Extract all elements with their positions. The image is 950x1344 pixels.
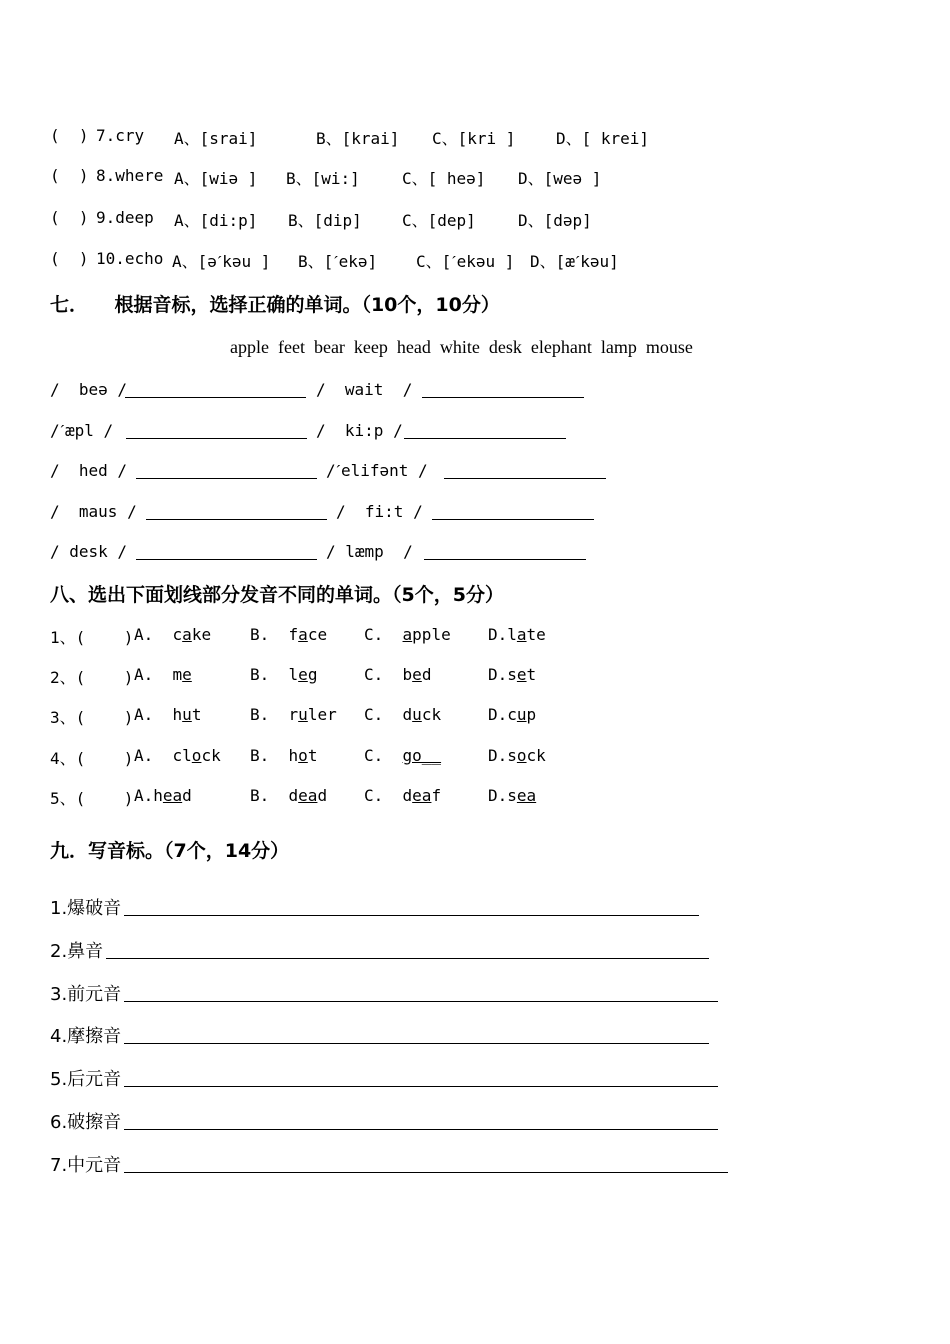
phonetic-right-3: /ˊelifənt / <box>326 461 428 480</box>
answer-blank[interactable] <box>146 519 327 520</box>
phonetic-left-4: / maus / <box>50 502 137 521</box>
answer-blank[interactable] <box>424 559 586 560</box>
q10-paren: ( ) <box>50 249 89 268</box>
write-item-5: 5.后元音 <box>50 1069 122 1090</box>
q5-option-a: A.head <box>134 786 192 805</box>
q4-option-c: C. go__ <box>364 746 442 765</box>
section8-title: 八、选出下面划线部分发音不同的单词。（5个，5分） <box>50 584 504 606</box>
q9-option-a: A、[di:p] <box>174 211 258 230</box>
write-item-4: 4.摩擦音 <box>50 1026 122 1047</box>
q10-option-b: B、[ˊekə] <box>298 252 378 271</box>
q2-option-c: C. bed <box>364 665 432 684</box>
q7-option-a: A、[srai] <box>174 129 258 148</box>
q2-option-b: B. leg <box>250 665 318 684</box>
answer-blank[interactable] <box>125 397 306 398</box>
phonetic-right-1: / wait / <box>316 380 413 399</box>
phonetic-left-3: / hed / <box>50 461 128 480</box>
q3-number: 3、( ) <box>50 708 134 727</box>
q9-option-d: D、[dəp] <box>518 211 592 230</box>
q8-option-b: B、[wi:] <box>286 169 360 188</box>
q5-option-d: D.sea <box>488 786 537 805</box>
answer-blank[interactable] <box>136 559 317 560</box>
q4-number: 4、( ) <box>50 749 134 768</box>
write-line-6[interactable] <box>124 1129 718 1130</box>
q5-option-c: C. deaf <box>364 786 442 805</box>
q8-option-c: C、[ heə] <box>402 169 486 188</box>
phonetic-left-1: / beə / <box>50 380 128 399</box>
q8-option-a: A、[wiə ] <box>174 169 258 188</box>
q10-option-d: D、[æˊkəu] <box>530 252 619 271</box>
q1-option-a: A. cake <box>134 625 212 644</box>
answer-blank[interactable] <box>404 438 566 439</box>
q3-option-b: B. ruler <box>250 705 337 724</box>
answer-blank[interactable] <box>444 478 606 479</box>
q7-option-d: D、[ krei] <box>556 129 650 148</box>
q2-option-a: A. me <box>134 665 192 684</box>
section9-title: 九．写音标。（7个，14分） <box>50 840 290 862</box>
phonetic-right-5: / læmp / <box>326 542 413 561</box>
write-line-2[interactable] <box>106 958 709 959</box>
q8-paren: ( ) <box>50 166 89 185</box>
q4-option-a: A. clock <box>134 746 221 765</box>
q1-option-c: C. apple <box>364 625 451 644</box>
q7-option-c: C、[kri ] <box>432 129 516 148</box>
phonetic-left-2: /ˊæpl / <box>50 421 114 440</box>
answer-blank[interactable] <box>422 397 584 398</box>
write-line-4[interactable] <box>124 1043 709 1044</box>
q5-option-b: B. dead <box>250 786 328 805</box>
q10-option-c: C、[ˊekəu ] <box>416 252 515 271</box>
write-line-5[interactable] <box>124 1086 718 1087</box>
q9-option-c: C、[dep] <box>402 211 476 230</box>
q2-number: 2、( ) <box>50 668 134 687</box>
q7-paren: ( ) <box>50 126 89 145</box>
phonetic-left-5: / desk / <box>50 542 128 561</box>
q10-stem: 10.echo <box>96 249 164 268</box>
q3-option-d: D.cup <box>488 705 537 724</box>
q9-stem: 9.deep <box>96 208 154 227</box>
write-item-1: 1.爆破音 <box>50 898 122 919</box>
write-line-1[interactable] <box>124 915 699 916</box>
write-line-3[interactable] <box>124 1001 718 1002</box>
write-line-7[interactable] <box>124 1172 728 1173</box>
answer-blank[interactable] <box>136 478 317 479</box>
q7-stem: 7.cry <box>96 126 145 145</box>
write-item-7: 7.中元音 <box>50 1155 122 1176</box>
q8-stem: 8.where <box>96 166 164 185</box>
q3-option-c: C. duck <box>364 705 442 724</box>
q10-option-a: A、[əˊkəu ] <box>172 252 271 271</box>
q1-option-b: B. face <box>250 625 328 644</box>
write-item-2: 2.鼻音 <box>50 941 104 962</box>
q9-option-b: B、[dip] <box>288 211 362 230</box>
answer-blank[interactable] <box>126 438 307 439</box>
q8-option-d: D、[weə ] <box>518 169 602 188</box>
q7-option-b: B、[krai] <box>316 129 400 148</box>
q2-option-d: D.set <box>488 665 537 684</box>
answer-blank[interactable] <box>432 519 594 520</box>
q4-option-d: D.sock <box>488 746 546 765</box>
section7-title: 七． 根据音标，选择正确的单词。（10个，10分） <box>50 294 500 316</box>
q1-number: 1、( ) <box>50 628 134 647</box>
q3-option-a: A. hut <box>134 705 202 724</box>
phonetic-right-2: / ki:p / <box>316 421 403 440</box>
q4-option-b: B. hot <box>250 746 318 765</box>
q5-number: 5、( ) <box>50 789 134 808</box>
word-bank: apple feet bear keep head white desk elephant lamp mouse <box>230 337 693 357</box>
write-item-3: 3.前元音 <box>50 984 122 1005</box>
write-item-6: 6.破擦音 <box>50 1112 122 1133</box>
q9-paren: ( ) <box>50 208 89 227</box>
q1-option-d: D.late <box>488 625 546 644</box>
phonetic-right-4: / fi:t / <box>336 502 423 521</box>
